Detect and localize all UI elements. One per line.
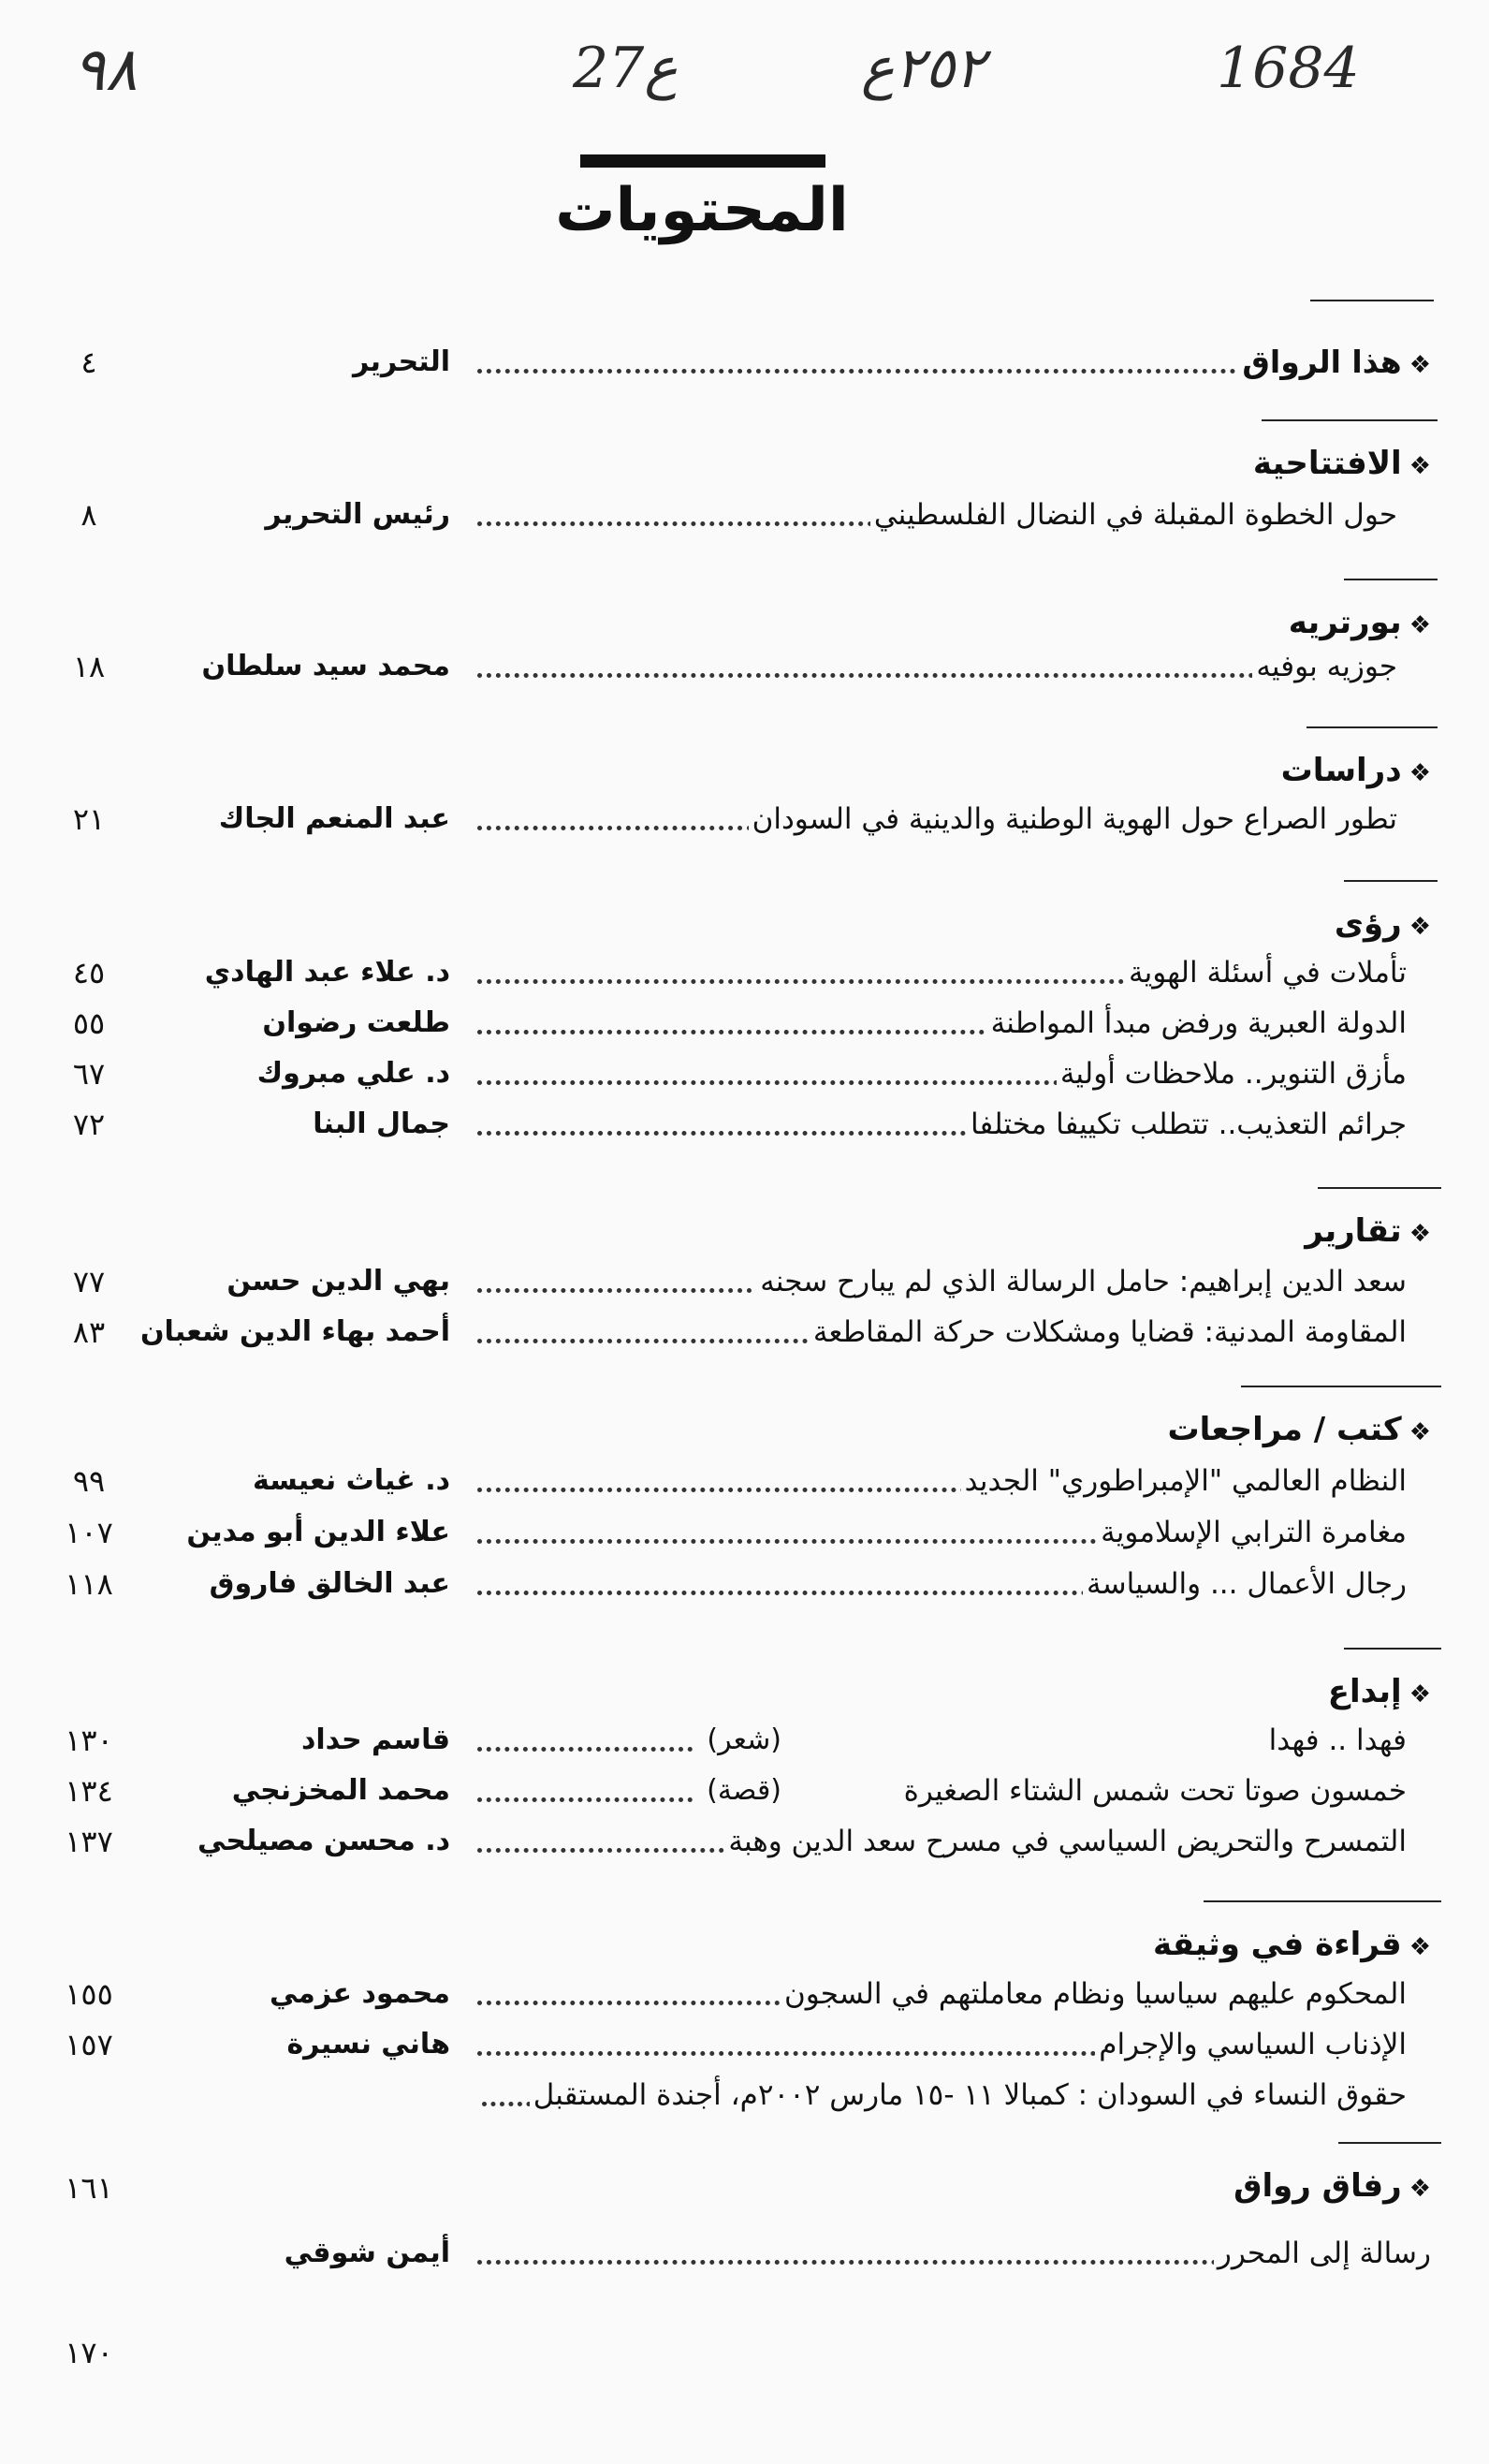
entry-title: رسالة إلى المحرر bbox=[1214, 2228, 1431, 2279]
diamond-bullet-icon: ❖ bbox=[1409, 452, 1431, 480]
toc-entry[interactable] bbox=[0, 1816, 1489, 1867]
entry-page-number: ١٠٧ bbox=[65, 1515, 113, 1550]
diamond-bullet-icon: ❖ bbox=[1409, 1220, 1431, 1248]
entry-author: عبد المنعم الجاك bbox=[218, 802, 450, 835]
entry-author: جمال البنا bbox=[313, 1107, 450, 1140]
entry-page-number: ٨٣ bbox=[72, 1314, 106, 1350]
entry-title: تطور الصراع حول الهوية الوطنية والدينية في السودان bbox=[749, 794, 1397, 844]
handwritten-mark-center-a: 27ع bbox=[573, 36, 679, 101]
entry-page-number: ١٣٤ bbox=[65, 1773, 113, 1809]
section-rule bbox=[1344, 579, 1438, 580]
entry-title: جوزيه بوفيه bbox=[1252, 641, 1397, 692]
entry-page-number: ١٣٠ bbox=[65, 1723, 113, 1758]
entry-title: رجال الأعمال ... والسياسة bbox=[1083, 1559, 1407, 1609]
toc-entry[interactable] bbox=[0, 490, 1489, 540]
toc-entry[interactable] bbox=[0, 1099, 1489, 1150]
diamond-bullet-icon: ❖ bbox=[1409, 1933, 1431, 1961]
toc-entry[interactable] bbox=[0, 998, 1489, 1049]
diamond-bullet-icon: ❖ bbox=[1409, 913, 1431, 941]
entry-title: جرائم التعذيب.. تتطلب تكييفا مختلفا bbox=[967, 1099, 1407, 1150]
section-rule bbox=[1344, 1648, 1441, 1650]
entry-title: خمسون صوتا تحت شمس الشتاء الصغيرة bbox=[900, 1766, 1407, 1816]
section-rule bbox=[1262, 419, 1438, 421]
entry-page-number: ٤ bbox=[80, 345, 97, 380]
entry-title: تأملات في أسئلة الهوية bbox=[1125, 947, 1407, 998]
entry-author: هاني نسيرة bbox=[286, 2028, 450, 2061]
entry-author: د. غياث نعيسة bbox=[253, 1464, 450, 1497]
entry-genre: (قصة) bbox=[701, 1766, 787, 1816]
entry-author: د. علي مبروك bbox=[256, 1057, 450, 1090]
entry-author: د. محسن مصيلحي bbox=[197, 1825, 450, 1857]
section-rule bbox=[1318, 1187, 1441, 1189]
title-bar-decoration bbox=[580, 154, 825, 168]
handwritten-mark-right: 1684 bbox=[1217, 36, 1360, 101]
entry-title: التمسرح والتحريض السياسي في مسرح سعد الدين وهبة bbox=[724, 1816, 1407, 1867]
entry-author: قاسم حداد bbox=[300, 1723, 450, 1756]
diamond-bullet-icon: ❖ bbox=[1409, 611, 1431, 639]
diamond-bullet-icon: ❖ bbox=[1409, 759, 1431, 787]
dot-leader bbox=[477, 673, 1263, 678]
toc-entry[interactable] bbox=[0, 1715, 1489, 1766]
entry-author: أحمد بهاء الدين شعبان bbox=[139, 1315, 450, 1348]
entry-author: محمد سيد سلطان bbox=[201, 650, 450, 682]
entry-page-number: ٩٩ bbox=[72, 1463, 106, 1499]
entry-title: الدولة العبرية ورفض مبدأ المواطنة bbox=[987, 998, 1407, 1049]
toc-entry[interactable] bbox=[0, 1307, 1489, 1357]
section-rule bbox=[1204, 1900, 1441, 1902]
section-page-number: ١٦١ bbox=[65, 2170, 113, 2206]
entry-title: المقاومة المدنية: قضايا ومشكلات حركة المقاطعة bbox=[810, 1307, 1407, 1357]
entry-page-number: ٨ bbox=[80, 497, 97, 533]
entry-author: التحرير bbox=[352, 345, 450, 378]
entry-title: حقوق النساء في السودان : كمبالا ١١ -١٥ مارس ٢٠٠٢م، أجندة المستقبل bbox=[530, 2070, 1407, 2120]
section-heading: ❖قراءة في وثيقة bbox=[1152, 1926, 1431, 1963]
entry-page-number: ١٥٧ bbox=[65, 2027, 113, 2062]
section-rule bbox=[1241, 1386, 1441, 1387]
diamond-bullet-icon: ❖ bbox=[1409, 351, 1431, 379]
section-heading: ❖هذا الرواق bbox=[1238, 337, 1431, 390]
toc-entry[interactable] bbox=[0, 641, 1489, 692]
section-heading: ❖بورتريه bbox=[1288, 604, 1431, 641]
toc-entry[interactable] bbox=[0, 794, 1489, 844]
toc-entry[interactable] bbox=[0, 2228, 1489, 2279]
entry-title: الإذناب السياسي والإجرام bbox=[1095, 2019, 1407, 2070]
section-heading: ❖تقارير bbox=[1305, 1212, 1431, 1250]
dot-leader bbox=[477, 369, 1273, 374]
entry-title: النظام العالمي "الإمبراطوري" الجديد bbox=[961, 1456, 1407, 1506]
entry-title: حول الخطوة المقبلة في النضال الفلسطيني bbox=[870, 490, 1397, 540]
entry-title: المحكوم عليهم سياسيا ونظام معاملتهم في السجون bbox=[781, 1969, 1407, 2019]
section-rule bbox=[1310, 300, 1434, 301]
dot-leader bbox=[477, 2260, 1263, 2265]
entry-page-number: ١٥٥ bbox=[65, 1976, 113, 2012]
section-rule bbox=[1307, 726, 1438, 728]
page-title: المحتويات bbox=[555, 176, 849, 245]
entry-title: مغامرة الترابي الإسلاموية bbox=[1097, 1507, 1407, 1558]
toc-entry[interactable] bbox=[0, 2019, 1489, 2070]
entry-author: بهي الدين حسن bbox=[226, 1265, 450, 1298]
section-rule bbox=[1338, 2142, 1441, 2144]
section-heading: ❖الافتتاحية bbox=[1252, 445, 1431, 482]
section-rule bbox=[1344, 880, 1438, 882]
diamond-bullet-icon: ❖ bbox=[1409, 2175, 1431, 2203]
handwritten-mark-left: ٩٨ bbox=[73, 36, 138, 105]
diamond-bullet-icon: ❖ bbox=[1409, 1680, 1431, 1709]
toc-entry[interactable] bbox=[0, 1559, 1489, 1609]
entry-page-number: ٧٧ bbox=[72, 1264, 106, 1299]
entry-page-number: ١١٨ bbox=[65, 1566, 113, 1602]
entry-page-number: ٢١ bbox=[72, 801, 106, 837]
entry-genre: (شعر) bbox=[701, 1715, 787, 1766]
toc-entry-this-riwaq[interactable] bbox=[0, 337, 1489, 388]
toc-entry[interactable] bbox=[0, 2070, 1489, 2120]
entry-title: سعد الدين إبراهيم: حامل الرسالة الذي لم يبارح سجنه bbox=[756, 1256, 1407, 1307]
entry-page-number: ٥٥ bbox=[72, 1005, 106, 1041]
toc-entry[interactable] bbox=[0, 1766, 1489, 1816]
entry-author: د. علاء عبد الهادي bbox=[204, 956, 450, 989]
handwritten-mark-center-b: ٢٥٢ع bbox=[861, 36, 985, 101]
entry-page-number: ١٣٧ bbox=[65, 1824, 113, 1859]
toc-entry[interactable] bbox=[0, 1049, 1489, 1099]
dot-leader bbox=[477, 1797, 693, 1802]
trailing-page-number: ١٧٠ bbox=[65, 2335, 113, 2370]
toc-entry[interactable] bbox=[0, 1969, 1489, 2019]
toc-entry[interactable] bbox=[0, 1256, 1489, 1307]
entry-title: مأزق التنوير.. ملاحظات أولية bbox=[1057, 1049, 1407, 1099]
section-heading: ❖دراسات bbox=[1280, 752, 1431, 789]
toc-entry[interactable] bbox=[0, 1456, 1489, 1506]
toc-entry[interactable] bbox=[0, 1507, 1489, 1558]
entry-author: طلعت رضوان bbox=[262, 1006, 450, 1039]
dot-leader bbox=[477, 1747, 693, 1752]
section-heading: ❖كتب / مراجعات bbox=[1167, 1411, 1431, 1448]
entry-title: فهدا .. فهدا bbox=[1265, 1715, 1407, 1766]
toc-entry[interactable] bbox=[0, 947, 1489, 998]
entry-author: علاء الدين أبو مدين bbox=[186, 1516, 450, 1548]
section-heading: ❖رؤى bbox=[1334, 905, 1431, 943]
entry-page-number: ٤٥ bbox=[72, 955, 106, 990]
entry-page-number: ١٨ bbox=[72, 649, 106, 684]
diamond-bullet-icon: ❖ bbox=[1409, 1418, 1431, 1446]
entry-page-number: ٧٢ bbox=[72, 1107, 106, 1142]
entry-author: عبد الخالق فاروق bbox=[209, 1567, 450, 1600]
entry-author: أيمن شوقي bbox=[284, 2237, 450, 2269]
entry-author: رئيس التحرير bbox=[265, 498, 450, 531]
section-heading: ❖رفاق رواق bbox=[1234, 2167, 1431, 2205]
entry-page-number: ٦٧ bbox=[72, 1056, 106, 1092]
entry-author: محمد المخزنجي bbox=[231, 1774, 450, 1807]
entry-author: محمود عزمي bbox=[269, 1977, 450, 2010]
section-heading: ❖إبداع bbox=[1327, 1673, 1431, 1710]
